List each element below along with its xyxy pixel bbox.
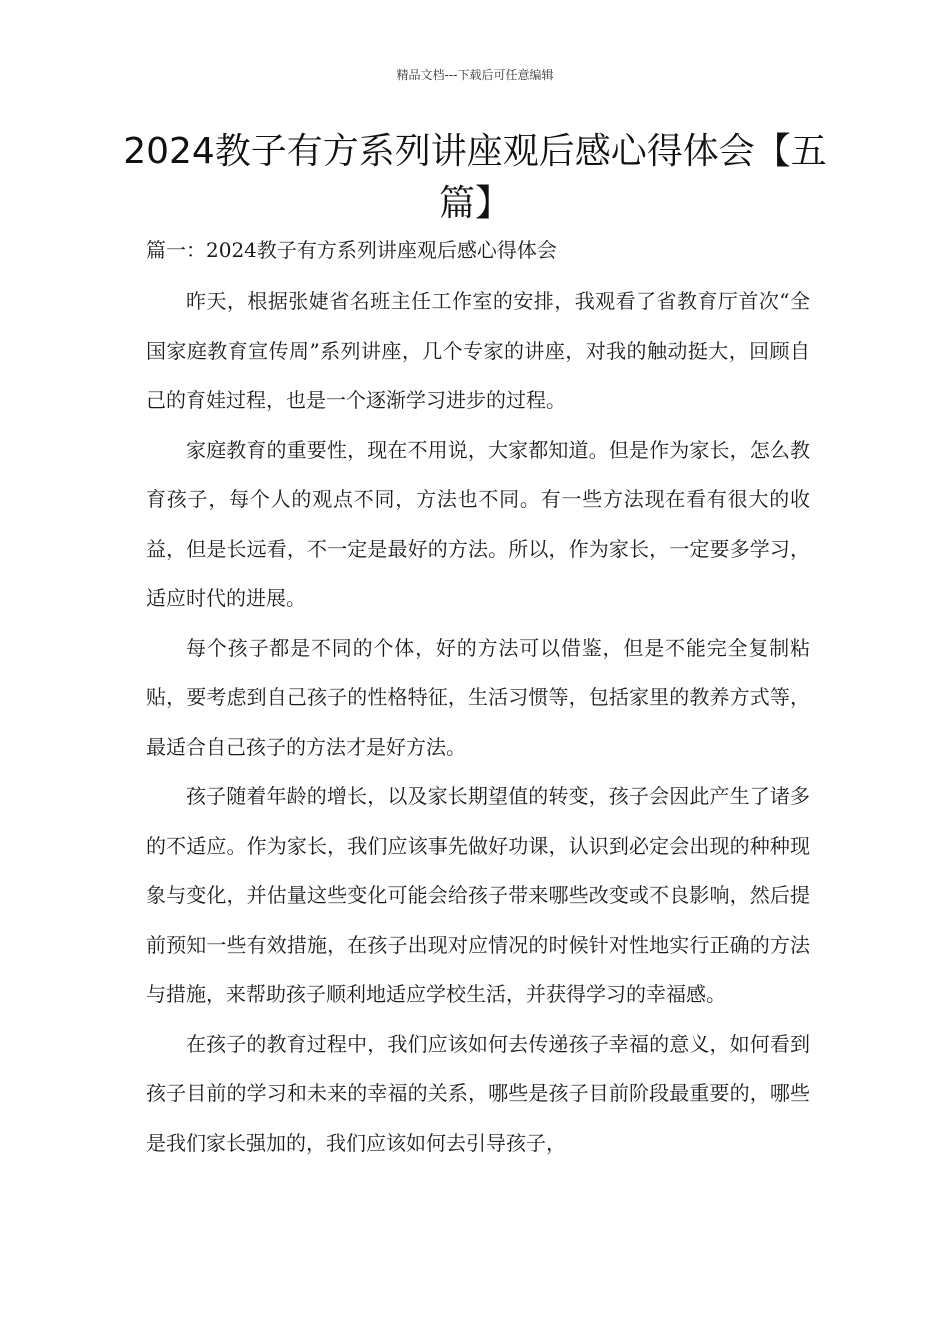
document-title: 2024教子有方系列讲座观后感心得体会【五篇】: [123, 131, 827, 224]
section-heading: 篇一：2024教子有方系列讲座观后感心得体会: [146, 238, 557, 262]
paragraph: 孩子随着年龄的增长，以及家长期望值的转变，孩子会因此产生了诸多的不适应。作为家长，我们应该事先做好功课，认识到必定会出现的种种现象与变化，并估量这些变化可能会给孩子带来哪些改变或不良影响，然后提前预知一些有效措施，在孩子出现对应情况的时候针对性地实行正确的方法与措施，来帮助孩子顺利地适应学校生活，并获得学习的幸福感。: [146, 784, 810, 1006]
paragraph: 昨天，根据张婕省名班主任工作室的安排，我观看了省教育厅首次“全国家庭教育宣传周”系列讲座，几个专家的讲座，对我的触动挺大，回顾自己的育娃过程，也是一个逐渐学习进步的过程。: [146, 289, 810, 412]
paragraph: 家庭教育的重要性，现在不用说，大家都知道。但是作为家长，怎么教育孩子，每个人的观点不同，方法也不同。有一些方法现在看有很大的收益，但是长远看，不一定是最好的方法。所以，作为家长，一定要多学习，适应时代的进展。: [146, 437, 810, 610]
document-body: [146, 228, 810, 1168]
paragraph: 每个孩子都是不同的个体，好的方法可以借鉴，但是不能完全复制粘贴，要考虑到自己孩子的性格特征，生活习惯等，包括家里的教养方式等，最适合自己孩子的方法才是好方法。: [146, 635, 810, 759]
paragraph: 在孩子的教育过程中，我们应该如何去传递孩子幸福的意义，如何看到孩子目前的学习和未来的幸福的关系，哪些是孩子目前阶段最重要的，哪些是我们家长强加的，我们应该如何去引导孩子，: [146, 1031, 810, 1155]
header-note: 精品文档---下载后可任意编辑: [396, 68, 554, 82]
